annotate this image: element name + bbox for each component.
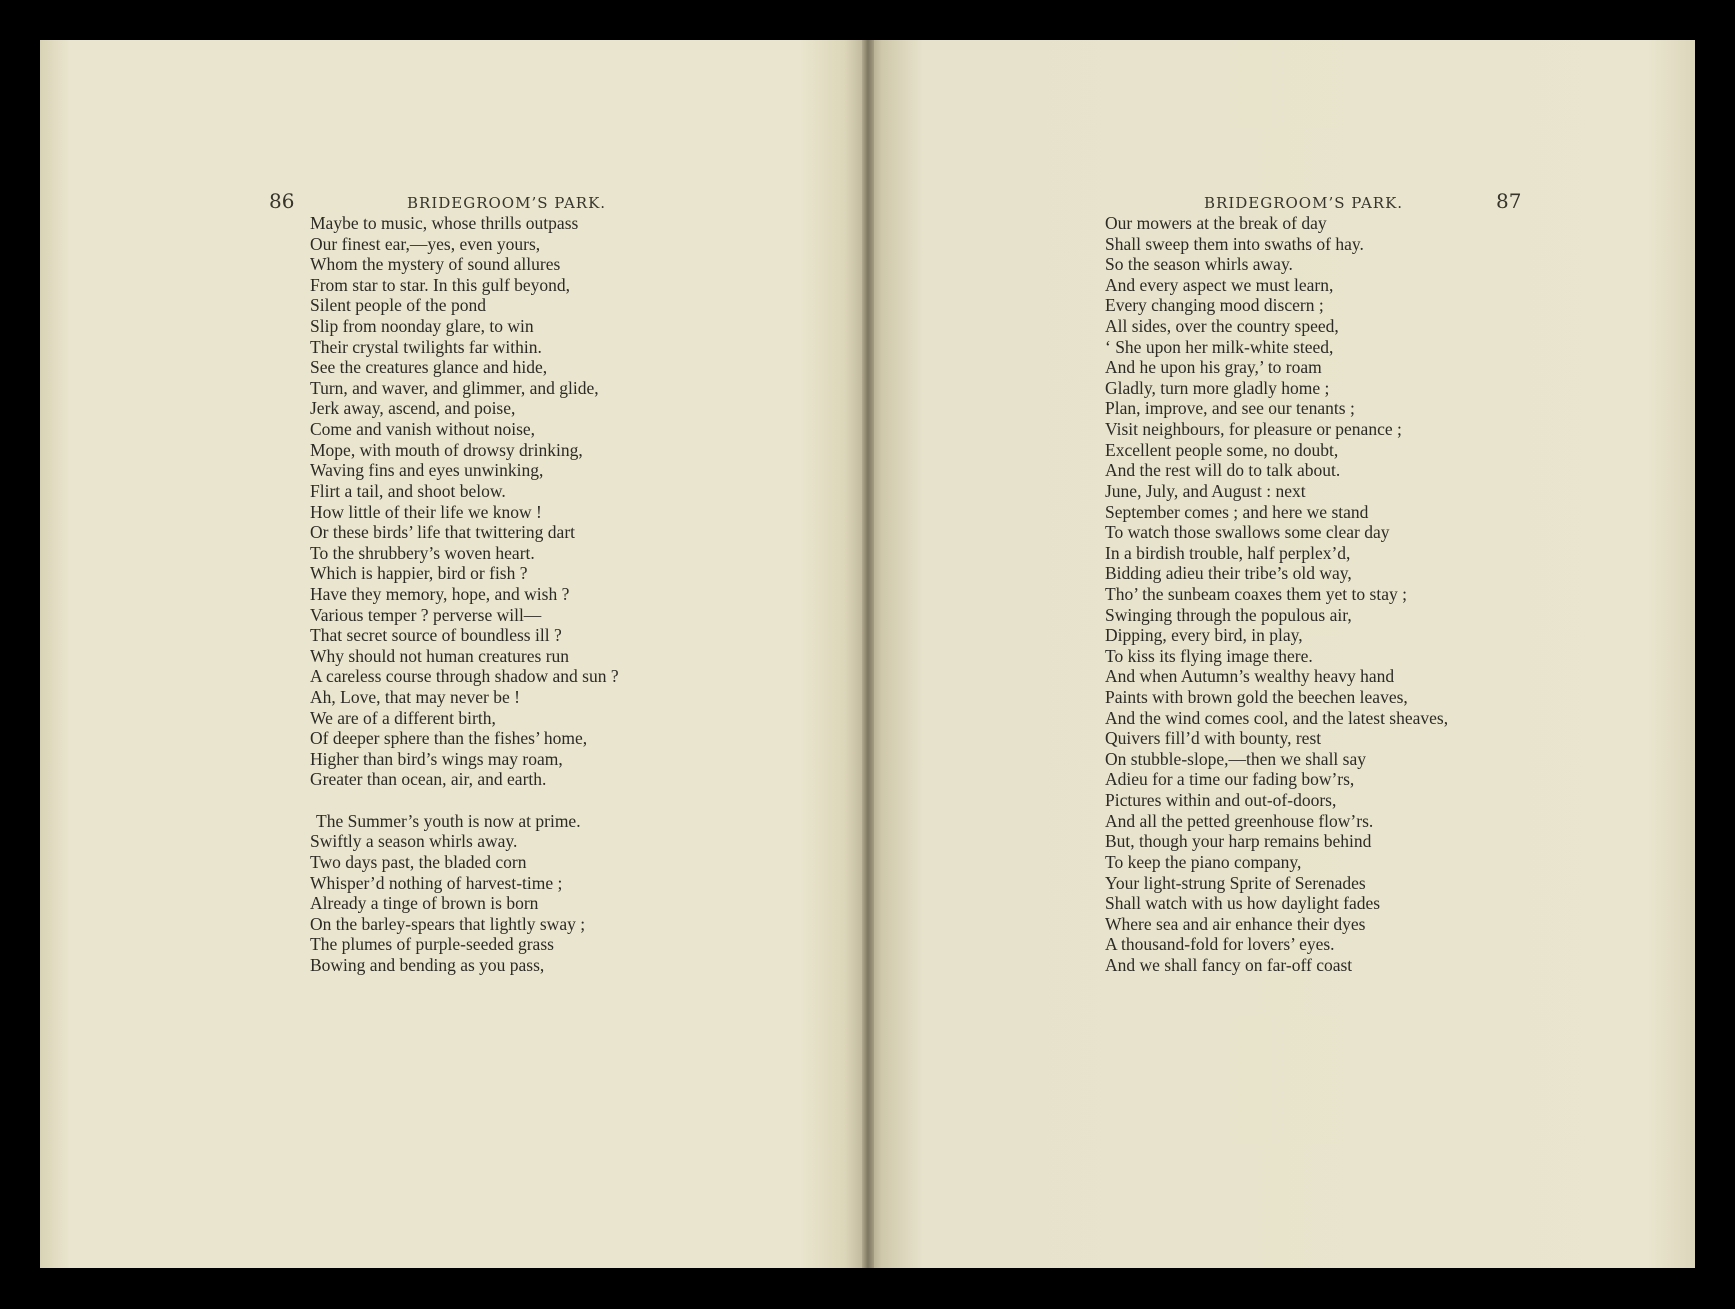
left-poem-text	[310, 213, 619, 976]
poem-line: Every changing mood discern ;	[1105, 295, 1324, 316]
left-running-head: BRIDEGROOM’S PARK.	[407, 194, 607, 212]
poem-line: Various temper ? perverse will—	[310, 604, 542, 625]
poem-line: Mope, with mouth of drowsy drinking,	[310, 439, 583, 460]
poem-line: In a birdish trouble, half perplex’d,	[1105, 542, 1351, 563]
poem-line: Pictures within and out-of-doors,	[1105, 790, 1337, 811]
poem-line: Jerk away, ascend, and poise,	[310, 398, 516, 419]
poem-line: June, July, and August : next	[1105, 480, 1306, 501]
poem-line: Where sea and air enhance their dyes	[1105, 913, 1366, 934]
stanza-break	[310, 790, 619, 811]
poem-line: To watch those swallows some clear day	[1105, 522, 1390, 543]
poem-line: Ah, Love, that may never be !	[310, 687, 520, 708]
poem-line: Or these birds’ life that twittering dart	[310, 522, 576, 543]
poem-line: Swinging through the populous air,	[1105, 604, 1352, 625]
poem-line: Why should not human creatures run	[310, 645, 570, 666]
poem-line: So the season whirls away.	[1105, 254, 1293, 275]
poem-line: And we shall fancy on far-off coast	[1105, 954, 1353, 975]
poem-line: And he upon his gray,’ to roam	[1105, 357, 1322, 378]
poem-line: On stubble-slope,—then we shall say	[1105, 748, 1366, 769]
poem-line: Bowing and bending as you pass,	[310, 954, 545, 975]
poem-line: The Summer’s youth is now at prime.	[316, 810, 581, 831]
poem-line: Quivers fill’d with bounty, rest	[1105, 728, 1322, 749]
poem-line: Our finest ear,—yes, even yours,	[310, 233, 541, 254]
poem-line: Gladly, turn more gladly home ;	[1105, 377, 1330, 398]
poem-line: Visit neighbours, for pleasure or penance ;	[1105, 419, 1402, 440]
poem-line: Paints with brown gold the beechen leaves,	[1105, 687, 1408, 708]
open-book	[40, 40, 1695, 1268]
poem-line: ‘ She upon her milk-white steed,	[1105, 336, 1334, 357]
poem-line: Maybe to music, whose thrills outpass	[310, 213, 579, 233]
poem-line: Greater than ocean, air, and earth.	[310, 769, 547, 790]
poem-line: Shall sweep them into swaths of hay.	[1105, 233, 1364, 254]
poem-line: Come and vanish without noise,	[310, 419, 536, 440]
poem-line: Whisper’d nothing of harvest-time ;	[310, 872, 563, 893]
poem-line: Higher than bird’s wings may roam,	[310, 748, 563, 769]
poem-line: To the shrubbery’s woven heart.	[310, 542, 535, 563]
poem-line: Adieu for a time our fading bow’rs,	[1105, 769, 1355, 790]
poem-line: We are of a different birth,	[310, 707, 496, 728]
poem-line: The plumes of purple-seeded grass	[310, 934, 554, 955]
poem-line: Our mowers at the break of day	[1105, 213, 1327, 233]
poem-line: Which is happier, bird or fish ?	[310, 563, 528, 584]
poem-line: Slip from noonday glare, to win	[310, 316, 534, 337]
poem-line: That secret source of boundless ill ?	[310, 625, 562, 646]
right-running-head: BRIDEGROOM’S PARK.	[1204, 194, 1404, 212]
poem-line: Already a tinge of brown is born	[310, 893, 539, 914]
poem-line: To kiss its flying image there.	[1105, 645, 1313, 666]
poem-line: Waving fins and eyes unwinking,	[310, 460, 544, 481]
poem-line: Have they memory, hope, and wish ?	[310, 583, 570, 604]
book-gutter	[862, 40, 874, 1268]
poem-line: Of deeper sphere than the fishes’ home,	[310, 728, 588, 749]
poem-line: How little of their life we know !	[310, 501, 542, 522]
poem-line: Two days past, the bladed corn	[310, 851, 527, 872]
poem-line: See the creatures glance and hide,	[310, 357, 548, 378]
left-page-number: 86	[269, 189, 295, 213]
poem-line: All sides, over the country speed,	[1105, 316, 1339, 337]
poem-line: And the rest will do to talk about.	[1105, 460, 1341, 481]
poem-line: But, though your harp remains behind	[1105, 831, 1372, 852]
poem-line: And every aspect we must learn,	[1105, 274, 1334, 295]
poem-line: Tho’ the sunbeam coaxes them yet to stay ;	[1105, 583, 1407, 604]
poem-line: And when Autumn’s wealthy heavy hand	[1105, 666, 1395, 687]
poem-line: And the wind comes cool, and the latest sheaves,	[1105, 707, 1449, 728]
poem-line: Bidding adieu their tribe’s old way,	[1105, 563, 1352, 584]
right-page-number: 87	[1496, 189, 1522, 213]
poem-line: To keep the piano company,	[1105, 851, 1302, 872]
right-poem-text	[1105, 213, 1448, 976]
poem-line: A careless course through shadow and sun ?	[310, 666, 619, 687]
left-page	[40, 40, 868, 1268]
poem-line: On the barley-spears that lightly sway ;	[310, 913, 586, 934]
poem-line: Plan, improve, and see our tenants ;	[1105, 398, 1355, 419]
poem-line: Dipping, every bird, in play,	[1105, 625, 1303, 646]
poem-line: Their crystal twilights far within.	[310, 336, 542, 357]
poem-line: Flirt a tail, and shoot below.	[310, 480, 506, 501]
poem-line: Swiftly a season whirls away.	[310, 831, 518, 852]
poem-line: Turn, and waver, and glimmer, and glide,	[310, 377, 599, 398]
poem-line: And all the petted greenhouse flow’rs.	[1105, 810, 1374, 831]
poem-line: Whom the mystery of sound allures	[310, 254, 561, 275]
poem-line: From star to star. In this gulf beyond,	[310, 274, 571, 295]
poem-line: September comes ; and here we stand	[1105, 501, 1369, 522]
poem-line: A thousand-fold for lovers’ eyes.	[1105, 934, 1335, 955]
poem-line: Your light-strung Sprite of Serenades	[1105, 872, 1366, 893]
poem-line: Silent people of the pond	[310, 295, 486, 316]
poem-line: Excellent people some, no doubt,	[1105, 439, 1339, 460]
poem-line: Shall watch with us how daylight fades	[1105, 893, 1381, 914]
right-page	[868, 40, 1695, 1268]
